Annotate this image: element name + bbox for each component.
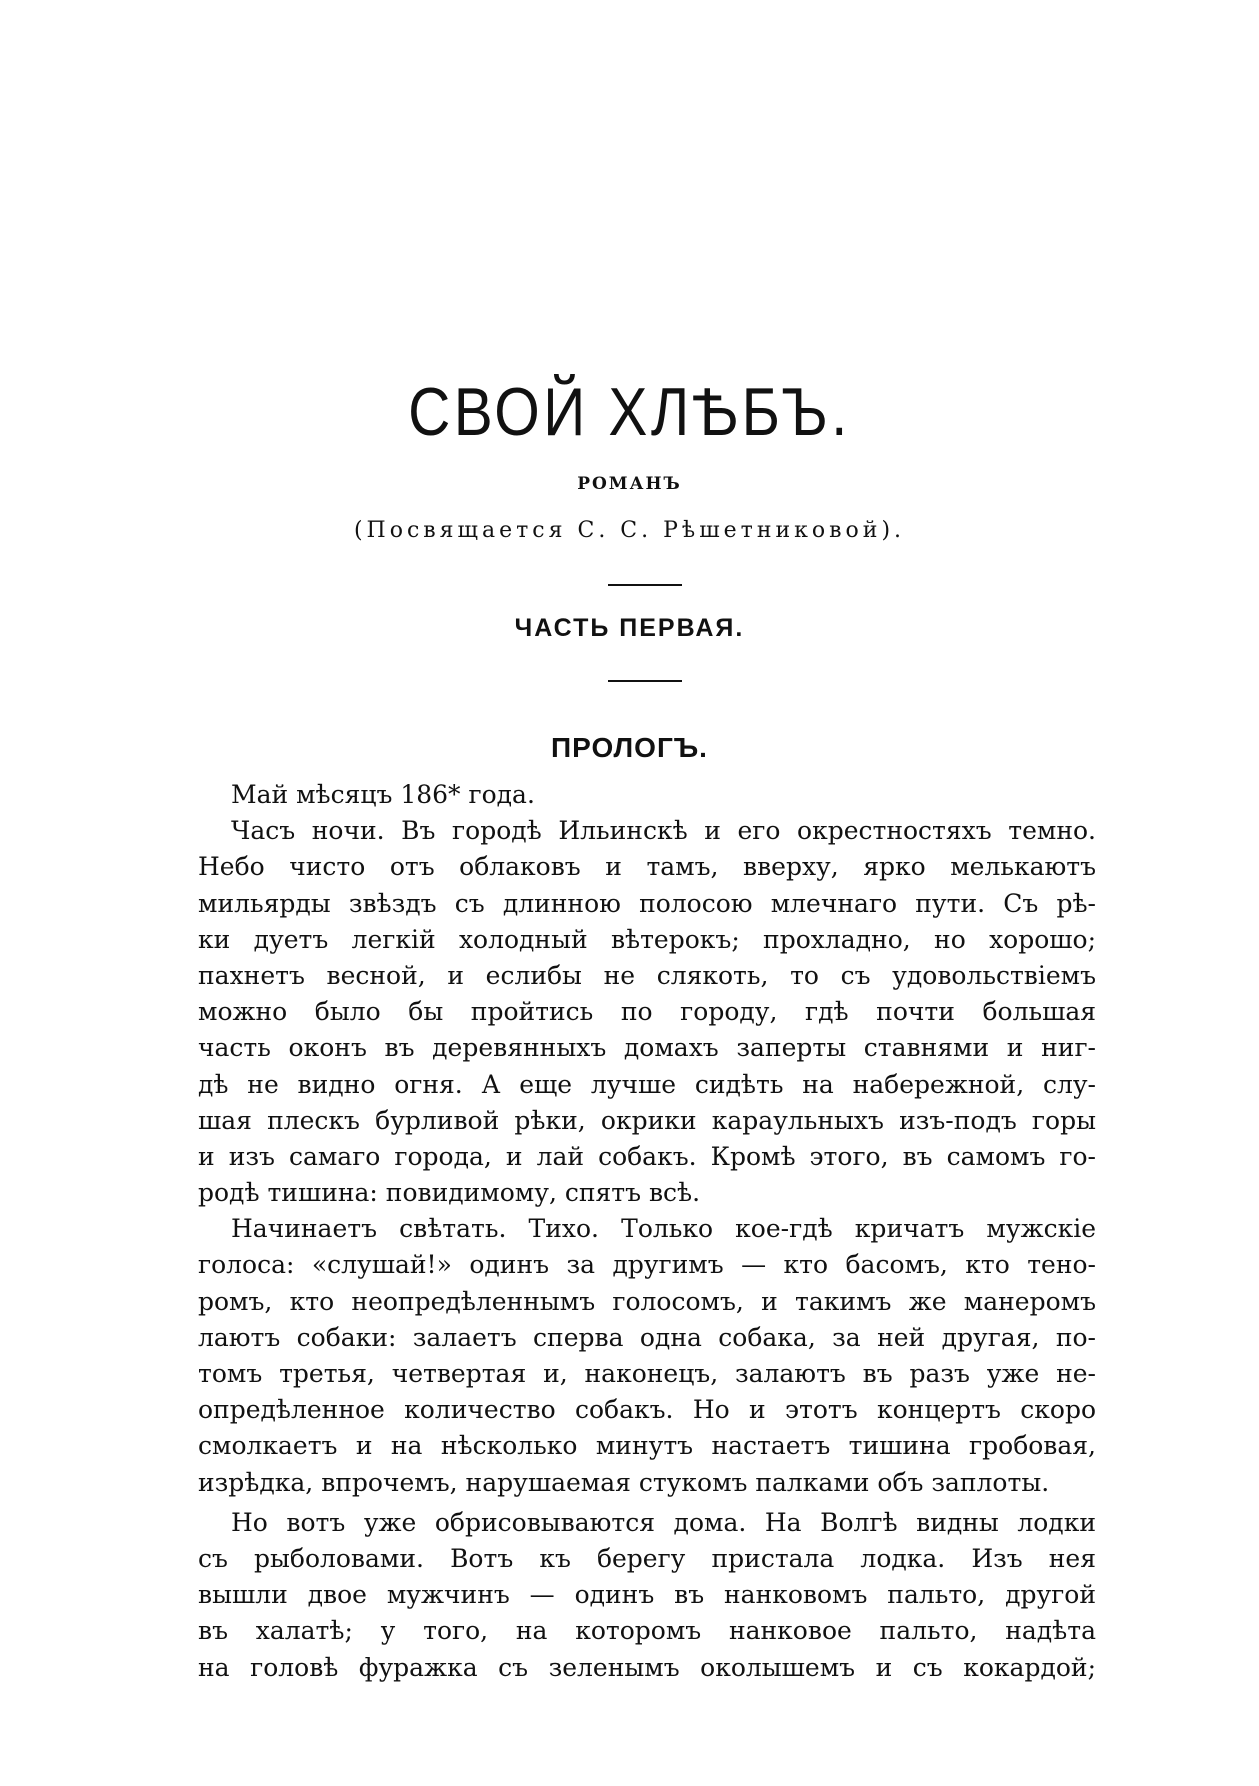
- text-line: ромъ, кто неопредѣленнымъ голосомъ, и такимъ же манеромъ: [198, 1286, 1096, 1316]
- divider-rule: [608, 584, 682, 586]
- text-line: Небо чисто отъ облаковъ и тамъ, вверху, ярко мелькаютъ: [198, 852, 1096, 882]
- text-line: родѣ тишина: повидимому, спятъ всѣ.: [198, 1178, 701, 1208]
- text-line: можно было бы пройтись по городу, гдѣ почти большая: [198, 997, 1096, 1027]
- body-text: [198, 777, 1096, 1686]
- text-line: въ халатѣ; у того, на которомъ нанковое пальто, надѣта: [198, 1616, 1096, 1646]
- text-line: дѣ не видно огня. А еще лучше сидѣть на набережной, слу-: [198, 1069, 1096, 1099]
- text-line: и изъ самаго города, и лай собакъ. Кромѣ этого, въ самомъ го-: [198, 1141, 1096, 1171]
- text-line: часть оконъ въ деревянныхъ домахъ заперты ставнями и ниг-: [198, 1033, 1096, 1063]
- text-line: съ рыболовами. Вотъ къ берегу пристала лодка. Изъ нея: [198, 1543, 1096, 1573]
- text-line: томъ третья, четвертая и, наконецъ, залаютъ въ разъ уже не-: [198, 1359, 1096, 1388]
- text-line: Часъ ночи. Въ городѣ Ильинскѣ и его окрестностяхъ темно.: [231, 816, 1096, 846]
- text-line: Но вотъ уже обрисовываются дома. На Волгѣ видны лодки: [231, 1507, 1096, 1537]
- text-line: пахнетъ весной, и еслибы не слякоть, то съ удовольствіемъ: [198, 960, 1096, 990]
- genre-label: РОМАНЪ: [577, 474, 682, 494]
- section-heading: ПРОЛОГЪ.: [551, 732, 708, 763]
- book-title: СВОЙ ХЛѢБЪ.: [408, 374, 851, 450]
- text-line: шая плескъ бурливой рѣки, окрики караульныхъ изъ-подъ горы: [198, 1105, 1096, 1135]
- text-line: Начинаетъ свѣтать. Тихо. Только кое-гдѣ кричатъ мужскіе: [231, 1214, 1096, 1244]
- text-line: смолкаетъ и на нѣсколько минутъ настаетъ тишина гробовая,: [198, 1431, 1096, 1461]
- text-line: изрѣдка, впрочемъ, нарушаемая стукомъ палками объ заплоты.: [198, 1467, 1050, 1497]
- text-line: опредѣленное количество собакъ. Но и этотъ концертъ скоро: [198, 1395, 1096, 1425]
- text-line: мильярды звѣздъ съ длинною полосою млечнаго пути. Съ рѣ-: [198, 888, 1096, 918]
- text-line: Май мѣсяцъ 186* года.: [231, 780, 535, 809]
- divider-rule: [608, 680, 682, 682]
- text-line: лаютъ собаки: залаетъ сперва одна собака, за ней другая, по-: [198, 1322, 1096, 1352]
- dedication: (Посвящается С. С. Рѣшетниковой).: [353, 518, 906, 543]
- text-line: вышли двое мужчинъ — одинъ въ нанковомъ пальто, другой: [198, 1580, 1096, 1610]
- part-heading: ЧАСТЬ ПЕРВАЯ.: [514, 614, 745, 642]
- text-line: на головѣ фуражка съ зеленымъ околышемъ и съ кокардой;: [198, 1652, 1096, 1682]
- text-line: голоса: «слушай!» одинъ за другимъ — кто басомъ, кто тено-: [198, 1250, 1096, 1280]
- text-line: ки дуетъ легкій холодный вѣтерокъ; прохладно, но хорошо;: [198, 924, 1096, 954]
